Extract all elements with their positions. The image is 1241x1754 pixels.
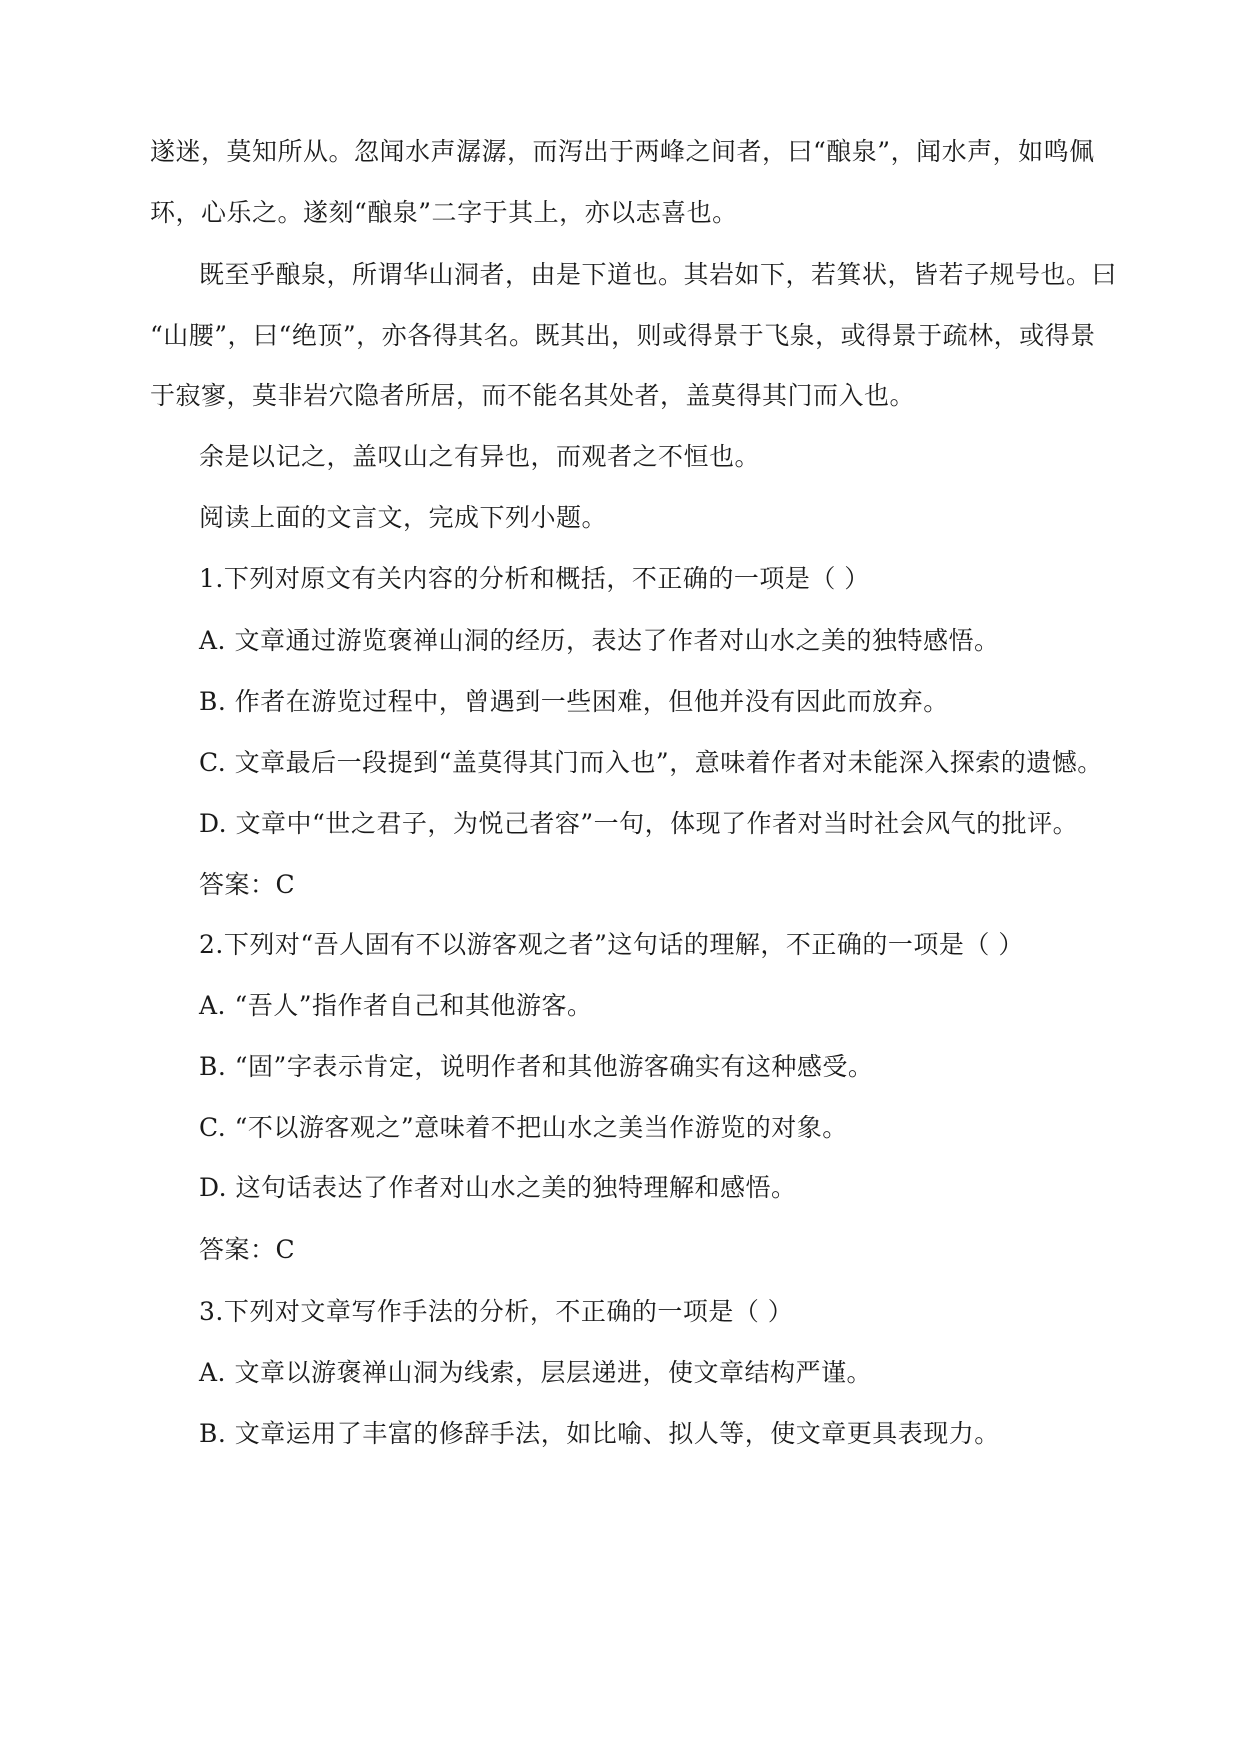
answer: 答案：C: [199, 1235, 296, 1264]
passage-line: 既至乎酿泉，所谓华山洞者，由是下道也。其岩如下，若箕状，皆若子规号也。曰: [199, 260, 1118, 289]
answer: 答案：C: [199, 870, 296, 899]
option-b: B. “固”字表示肯定，说明作者和其他游客确实有这种感受。: [199, 1052, 874, 1081]
passage-line: 余是以记之，盖叹山之有异也，而观者之不恒也。: [199, 442, 761, 471]
option-b: B. 文章运用了丰富的修辞手法，如比喻、拟人等，使文章更具表现力。: [199, 1419, 1000, 1448]
option-a: A. 文章以游褒禅山洞为线索，层层递进，使文章结构严谨。: [199, 1358, 872, 1387]
option-d: D. 文章中“世之君子，为悦己者容”一句，体现了作者对当时社会风气的批评。: [199, 809, 1079, 838]
option-c: C. “不以游客观之”意味着不把山水之美当作游览的对象。: [199, 1113, 848, 1142]
instruction: 阅读上面的文言文，完成下列小题。: [199, 503, 608, 532]
option-d: D. 这句话表达了作者对山水之美的独特理解和感悟。: [199, 1173, 797, 1202]
passage-line: “山腰”，曰“绝顶”，亦各得其名。既其出，则或得景于飞泉，或得景于疏林，或得景: [150, 321, 1096, 350]
option-b: B. 作者在游览过程中，曾遇到一些困难，但他并没有因此而放弃。: [199, 687, 949, 716]
question-stem: 3.下列对文章写作手法的分析，不正确的一项是（ ）: [199, 1297, 794, 1326]
question-stem: 2.下列对“吾人固有不以游客观之者”这句话的理解，不正确的一项是（ ）: [199, 930, 1024, 959]
passage-line: 遂迷，莫知所从。忽闻水声潺潺，而泻出于两峰之间者，曰“酿泉”，闻水声，如鸣佩: [150, 137, 1095, 166]
passage-line: 环，心乐之。遂刻“酿泉”二字于其上，亦以志喜也。: [150, 198, 738, 227]
option-a: A. 文章通过游览褒禅山洞的经历，表达了作者对山水之美的独特感悟。: [199, 626, 1000, 655]
question-stem: 1.下列对原文有关内容的分析和概括，不正确的一项是（ ）: [199, 564, 870, 593]
option-a: A. “吾人”指作者自己和其他游客。: [199, 991, 593, 1020]
option-c: C. 文章最后一段提到“盖莫得其门而入也”，意味着作者对未能深入探索的遗憾。: [199, 748, 1103, 777]
passage-line: 于寂寥，莫非岩穴隐者所居，而不能名其处者，盖莫得其门而入也。: [150, 381, 916, 410]
